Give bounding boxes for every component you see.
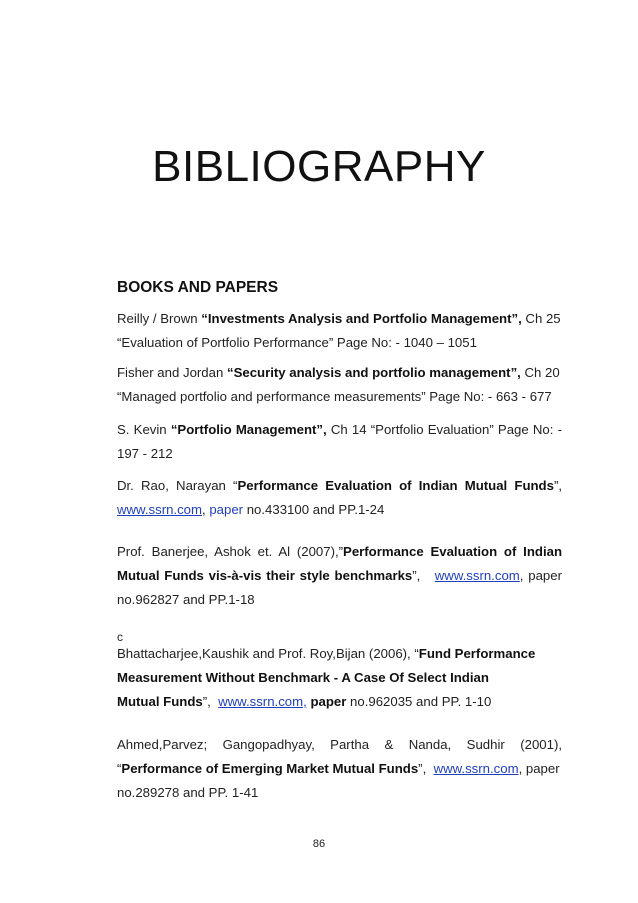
entry-line: Fisher and Jordan “Security analysis and portfolio management”, Ch 20 (117, 365, 560, 380)
entry-line: 197 - 212 (117, 446, 173, 461)
ssrn-link[interactable]: www.ssrn.com, (218, 694, 307, 709)
ssrn-link[interactable]: www.ssrn.com (117, 502, 202, 517)
paper-link[interactable]: paper (209, 502, 244, 517)
entry-title: Mutual Funds (117, 694, 203, 709)
entry-title: “Investments Analysis and Portfolio Management”, (201, 311, 522, 326)
ssrn-link[interactable]: www.ssrn.com (434, 568, 520, 583)
entry-title: Mutual Funds vis-à-vis their style benchmarks (117, 568, 413, 583)
entry-line: no.289278 and PP. 1-41 (117, 785, 259, 800)
entry-line: S. Kevin “Portfolio Management”, Ch 14 “Portfolio Evaluation” Page No: - (117, 422, 562, 437)
ssrn-link[interactable]: www.ssrn.com (433, 761, 519, 776)
entry-title: Performance Evaluation of Indian Mutual Funds (237, 478, 554, 493)
entry-line: “Managed portfolio and performance measurements” Page No: - 663 - 677 (117, 389, 552, 404)
bibliography-entry (117, 642, 562, 714)
entry-line: Ahmed,Parvez; Gangopadhyay, Partha & Nanda, Sudhir (2001), (117, 737, 562, 752)
entry-line: Bhattacharjee,Kaushik and Prof. Roy,Bijan (2006), “Fund Performance (117, 646, 536, 661)
page-title: BIBLIOGRAPHY (152, 142, 486, 191)
entry-title: Performance of Emerging Market Mutual Funds (121, 761, 419, 776)
entry-line: Dr. Rao, Narayan “Performance Evaluation of Indian Mutual Funds”, (117, 478, 563, 493)
entry-line: Mutual Funds”, www.ssrn.com, paper no.962035 and PP. 1-10 (117, 694, 492, 709)
entry-title: Performance Evaluation of Indian (343, 544, 562, 559)
entry-title: Measurement Without Benchmark - A Case Of Select Indian (117, 670, 489, 685)
entry-title: “Portfolio Management”, (170, 422, 327, 437)
bibliography-entry (117, 733, 562, 805)
bibliography-entry (117, 540, 562, 612)
entry-title: Fund Performance (418, 646, 536, 661)
bibliography-entry (117, 361, 562, 409)
entry-line (117, 666, 562, 690)
stray-character: c (117, 630, 123, 644)
entry-line: “Performance of Emerging Market Mutual Funds”, www.ssrn.com, paper (117, 761, 560, 776)
bibliography-entry (117, 307, 562, 355)
entry-line: Reilly / Brown “Investments Analysis and Portfolio Management”, Ch 25 (117, 311, 561, 326)
entry-title: “Security analysis and portfolio management”, (226, 365, 521, 380)
entry-line: Prof. Banerjee, Ashok et. Al (2007),”Performance Evaluation of Indian (117, 544, 562, 559)
entry-line: www.ssrn.com, paper no.433100 and PP.1-24 (117, 502, 385, 517)
entry-line: no.962827 and PP.1-18 (117, 592, 255, 607)
section-heading: BOOKS AND PAPERS (117, 279, 279, 296)
entry-line: Mutual Funds vis-à-vis their style benchmarks”, www.ssrn.com, paper (117, 568, 562, 583)
bibliography-entry (117, 418, 562, 466)
entry-line: “Evaluation of Portfolio Performance” Page No: - 1040 – 1051 (117, 335, 477, 350)
bibliography-entry (117, 474, 562, 522)
page-number: 86 (312, 838, 326, 850)
